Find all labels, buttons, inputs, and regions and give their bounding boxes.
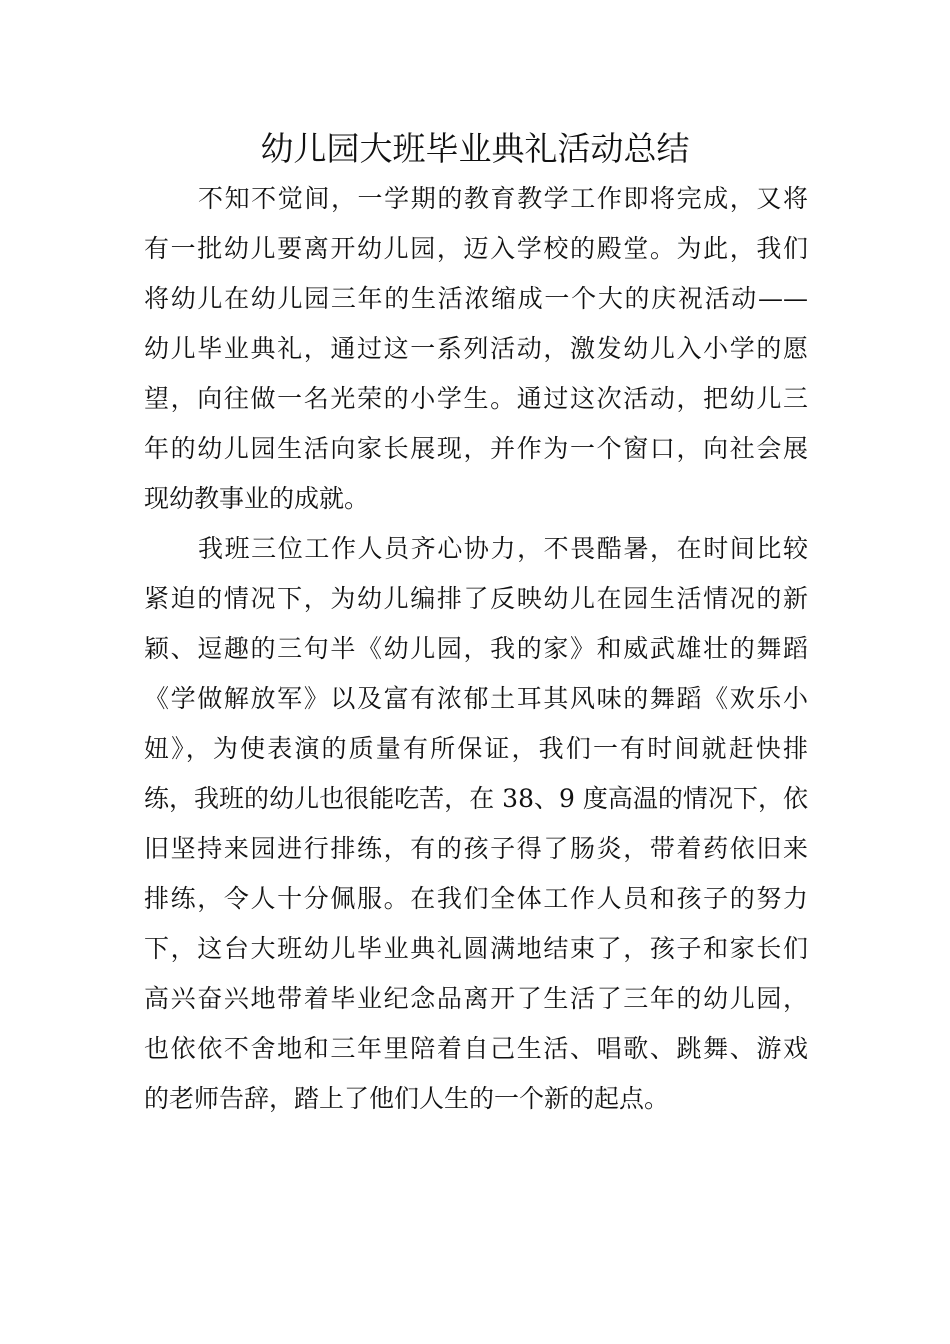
paragraph-line: 下，这台大班幼儿毕业典礼圆满地结束了，孩子和家长们 — [144, 934, 808, 963]
paragraph-line: 的老师告辞，踏上了他们人生的一个新的起点。 — [144, 1084, 670, 1113]
paragraph-line: 练，我班的幼儿也很能吃苦，在 38、9 度高温的情况下，依 — [144, 784, 808, 813]
paragraph-line: 高兴奋兴地带着毕业纪念品离开了生活了三年的幼儿园， — [144, 984, 808, 1013]
paragraph-line: 紧迫的情况下，为幼儿编排了反映幼儿在园生活情况的新 — [144, 584, 808, 613]
paragraph-line: 幼儿毕业典礼，通过这一系列活动，激发幼儿入小学的愿 — [144, 334, 808, 363]
paragraph-line: 也依依不舍地和三年里陪着自己生活、唱歌、跳舞、游戏 — [144, 1034, 808, 1063]
paragraph-1 — [144, 174, 808, 524]
paragraph-2 — [144, 524, 808, 1124]
paragraph-line: 我班三位工作人员齐心协力，不畏酷暑，在时间比较 — [198, 534, 808, 563]
paragraph-line: 妞》，为使表演的质量有所保证，我们一有时间就赶快排 — [144, 734, 808, 763]
document-title: 幼儿园大班毕业典礼活动总结 — [260, 129, 690, 168]
paragraph-line: 望，向往做一名光荣的小学生。通过这次活动，把幼儿三 — [144, 384, 808, 413]
paragraph-line: 年的幼儿园生活向家长展现，并作为一个窗口，向社会展 — [144, 434, 808, 463]
paragraph-line: 旧坚持来园进行排练，有的孩子得了肠炎，带着药依旧来 — [144, 834, 808, 863]
paragraph-line: 排练，令人十分佩服。在我们全体工作人员和孩子的努力 — [144, 884, 808, 913]
paragraph-line: 《学做解放军》以及富有浓郁土耳其风味的舞蹈《欢乐小 — [144, 684, 808, 713]
paragraph-line: 颖、逗趣的三句半《幼儿园，我的家》和威武雄壮的舞蹈 — [144, 634, 808, 663]
paragraph-line: 有一批幼儿要离开幼儿园，迈入学校的殿堂。为此，我们 — [144, 234, 808, 263]
paragraph-line: 不知不觉间，一学期的教育教学工作即将完成，又将 — [198, 184, 808, 213]
paragraph-line: 现幼教事业的成就。 — [144, 484, 370, 513]
paragraph-line: 将幼儿在幼儿园三年的生活浓缩成一个大的庆祝活动—— — [144, 284, 808, 313]
